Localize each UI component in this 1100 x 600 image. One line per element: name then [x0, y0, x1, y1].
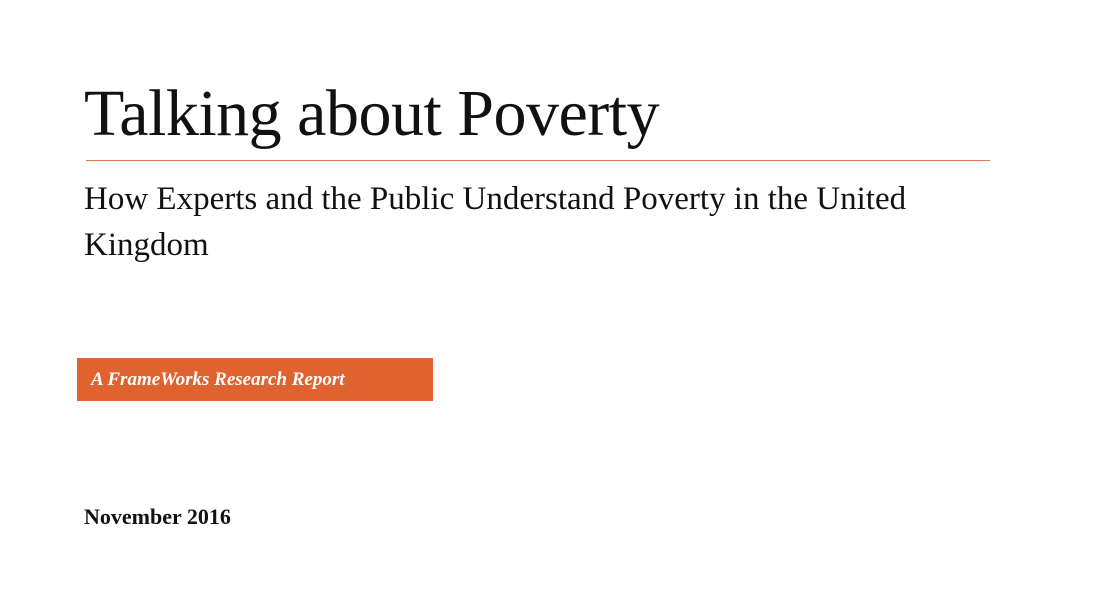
series-badge	[77, 358, 433, 401]
series-badge-label: A FrameWorks Research Report	[91, 369, 345, 390]
report-title: Talking about Poverty	[84, 77, 660, 150]
report-date: November 2016	[84, 504, 231, 529]
report-subtitle: How Experts and the Public Understand Poverty in the United Kingdom	[84, 181, 907, 263]
title-divider	[86, 160, 990, 161]
